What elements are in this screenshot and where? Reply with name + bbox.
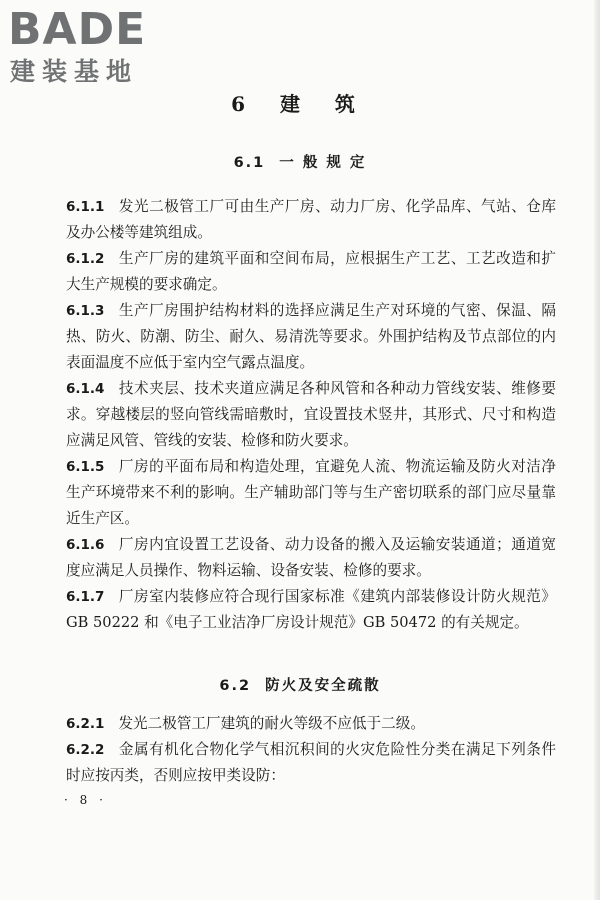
section-number: 6.2 bbox=[219, 678, 252, 694]
section-title-text: 一 般 规 定 bbox=[279, 155, 367, 171]
clause-6-1-5 bbox=[66, 454, 556, 532]
bade-logo bbox=[8, 4, 178, 90]
clause-6-2-1 bbox=[66, 711, 556, 737]
clause-6-1-1 bbox=[66, 194, 556, 246]
clause-number: 6.1.7 bbox=[66, 589, 105, 605]
clause-6-2-2 bbox=[66, 737, 556, 789]
clause-6-1-4 bbox=[66, 376, 556, 454]
clause-text: 厂房的平面布局和构造处理，宜避免人流、物流运输及防火对洁净生产环境带来不利的影响。生产辅助部门等与生产密切联系的部门应尽量靠近生产区。 bbox=[66, 458, 556, 527]
clause-number: 6.1.6 bbox=[66, 537, 105, 553]
clause-text: 厂房室内装修应符合现行国家标准《建筑内部装修设计防火规范》GB 50222 和《电子工业洁净厂房设计规范》GB 50472 的有关规定。 bbox=[66, 588, 556, 631]
section-number: 6.1 bbox=[233, 155, 266, 171]
clause-number: 6.1.2 bbox=[66, 251, 105, 267]
page-number: · 8 · bbox=[64, 793, 107, 807]
logo-wordmark: BADE bbox=[8, 4, 147, 55]
clause-text: 厂房内宜设置工艺设备、动力设备的搬入及运输安装通道；通道宽度应满足人员操作、物料运输、设备安装、检修的要求。 bbox=[66, 536, 556, 579]
clause-6-1-6 bbox=[66, 532, 556, 584]
clause-text: 生产厂房围护结构材料的选择应满足生产对环境的气密、保温、隔热、防火、防潮、防尘、耐久、易清洗等要求。外围护结构及节点部位的内表面温度不应低于室内空气露点温度。 bbox=[66, 302, 556, 371]
section-6-2-body bbox=[66, 711, 556, 789]
section-6-1-body bbox=[66, 194, 556, 636]
clause-text: 发光二极管工厂建筑的耐火等级不应低于二级。 bbox=[118, 715, 425, 732]
clause-number: 6.1.4 bbox=[66, 381, 105, 397]
logo-chinese-text: 建装基地 bbox=[10, 57, 139, 86]
clause-6-1-2 bbox=[66, 246, 556, 298]
clause-number: 6.2.2 bbox=[66, 742, 105, 758]
clause-6-1-7 bbox=[66, 584, 556, 636]
clause-number: 6.1.3 bbox=[66, 303, 105, 319]
section-title-text: 防火及安全疏散 bbox=[265, 678, 381, 694]
clause-text: 技术夹层、技术夹道应满足各种风管和各种动力管线安装、维修要求。穿越楼层的竖向管线需暗敷时，宜设置技术竖井，其形式、尺寸和构造应满足风管、管线的安装、检修和防火要求。 bbox=[66, 380, 556, 449]
clause-text: 金属有机化合物化学气相沉积间的火灾危险性分类在满足下列条件时应按丙类，否则应按甲类设防： bbox=[66, 741, 556, 784]
clause-number: 6.1.5 bbox=[66, 459, 105, 475]
clause-text: 生产厂房的建筑平面和空间布局，应根据生产工艺、工艺改造和扩大生产规模的要求确定。 bbox=[66, 250, 556, 293]
clause-number: 6.2.1 bbox=[66, 716, 105, 732]
section-heading-6-2 bbox=[0, 675, 600, 697]
clause-number: 6.1.1 bbox=[66, 199, 105, 215]
page-edge-shadow bbox=[594, 0, 600, 900]
clause-6-1-3 bbox=[66, 298, 556, 376]
clause-text: 发光二极管工厂可由生产厂房、动力厂房、化学品库、气站、仓库及办公楼等建筑组成。 bbox=[66, 198, 556, 241]
section-heading-6-1 bbox=[0, 152, 600, 174]
chapter-title: 6 建 筑 bbox=[231, 92, 369, 116]
